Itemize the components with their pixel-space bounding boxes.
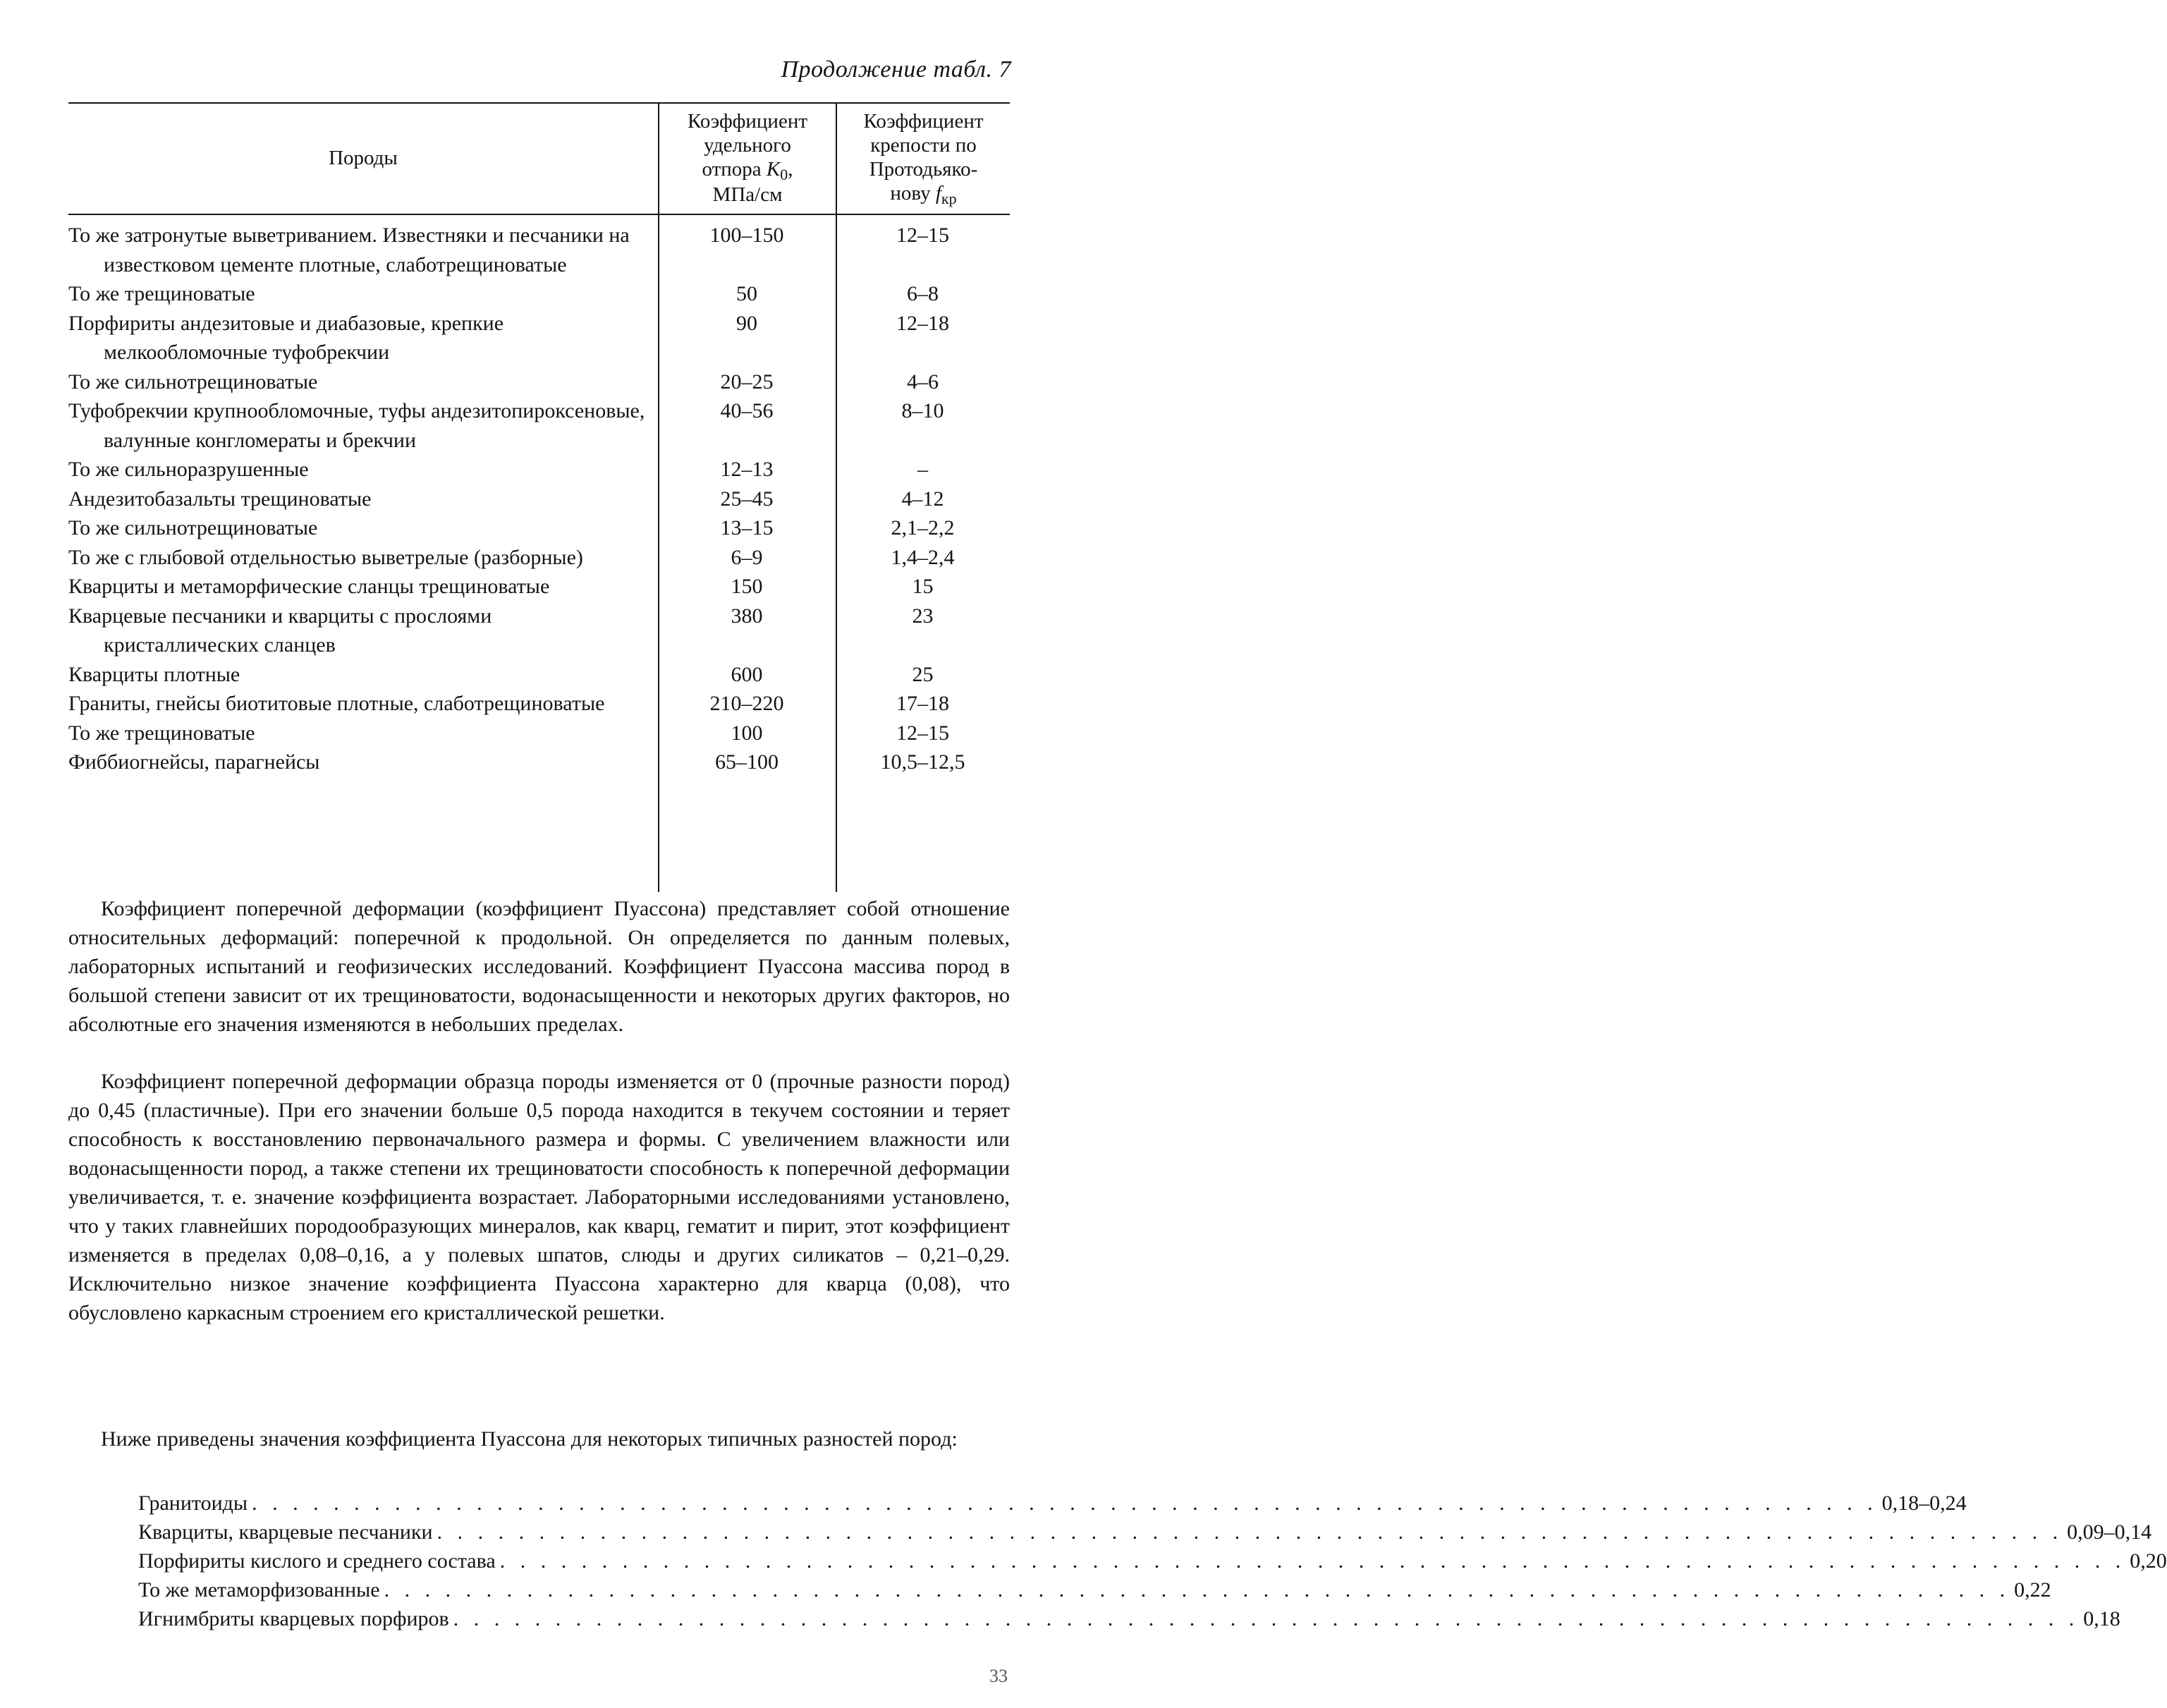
- rock-name: Кварциты, кварцевые песчаники: [138, 1520, 433, 1544]
- k0-cell: 380: [731, 604, 763, 628]
- fkr-cell: 2,1–2,2: [891, 516, 955, 539]
- paragraph: Ниже приведены значения коэффициента Пуассона для некоторых типичных разностей пород:: [101, 1427, 958, 1451]
- fkr-cell: 6–8: [907, 282, 939, 305]
- list-item: [138, 1547, 2167, 1575]
- table-header-rule: [68, 214, 1010, 215]
- header-k0: Коэффициент удельного отпора $K_0$, МПа/см: [687, 110, 808, 206]
- rock-cell: То же сильнотрещиноватые: [68, 370, 318, 394]
- table-row: [68, 543, 1010, 573]
- fkr-cell: 8–10: [901, 399, 944, 422]
- poisson-value: 0,22: [2014, 1578, 2051, 1602]
- fkr-cell: 1,4–2,4: [891, 545, 955, 569]
- table-row: [68, 719, 1010, 748]
- poisson-value: 0,20: [2130, 1549, 2167, 1573]
- k0-cell: 6–9: [731, 545, 763, 569]
- k0-cell: 20–25: [720, 370, 774, 394]
- poisson-value: 0,18: [2083, 1607, 2120, 1630]
- rock-cell: Кварциты и метаморфические сланцы трещиноватые: [68, 575, 550, 598]
- k0-cell: 25–45: [720, 487, 774, 511]
- rock-cell: То же сильноразрушенные: [68, 458, 309, 481]
- k0-cell: 13–15: [720, 516, 774, 539]
- table-row: [68, 513, 1010, 543]
- page-number: 33: [989, 1666, 1008, 1686]
- rock-cell: Кварциты плотные: [68, 662, 240, 686]
- fkr-cell: 10,5–12,5: [880, 750, 965, 774]
- list-item: [138, 1575, 2051, 1604]
- header-rocks: Породы: [329, 147, 398, 169]
- table-row: [68, 660, 1010, 690]
- k0-cell: 12–13: [720, 458, 774, 481]
- table-row: [68, 602, 1010, 660]
- dot-leader: . . . . . . . . . . . . . . . . . . . . . . . . . . . . . . . . . . . . . . . . . . . . . . . . . . . . . . . . . . . . . . . . . . . . . . . . . . . . . . . .: [499, 1549, 2126, 1573]
- table-row: [68, 455, 1010, 484]
- list-item: [138, 1518, 2152, 1547]
- table-row: [68, 367, 1010, 397]
- k0-cell: 40–56: [720, 399, 774, 422]
- table-row: [68, 572, 1010, 602]
- rock-cell: То же трещиноватые: [68, 282, 255, 305]
- table-row: [68, 484, 1010, 514]
- list-item: [138, 1489, 1967, 1518]
- rock-name: Порфириты кислого и среднего состава: [138, 1549, 496, 1573]
- paragraph: Коэффициент поперечной деформации образца породы изменяется от 0 (прочные разности пород) до 0,45 (пластичные). При его значении больше 0,5 порода находится в текучем состоянии и теряет способность к восстановлению первоначального размера и формы. С увеличением влажности или водонасыщенности пород, а также степени их трещиноватости способность к поперечной деформации увеличивается, т. е. значение коэффициента возрастает. Лабораторными исследованиями установлено, что у таких главнейших породообразующих минералов, как кварц, гематит и пирит, этот коэффициент изменяется в пределах 0,08–0,16, а у полевых шпатов, слюды и других силикатов – 0,21–0,29. Исключительно низкое значение коэффициента Пуассона характерно для кварца (0,08), что обусловлено каркасным строением его кристаллической решетки.: [68, 1070, 1010, 1324]
- rock-cell: Кварцевые песчаники и кварциты с прослоями кристаллических сланцев: [68, 604, 492, 657]
- dot-leader: . . . . . . . . . . . . . . . . . . . . . . . . . . . . . . . . . . . . . . . . . . . . . . . . . . . . . . . . . . . . . . . . . . . . . . . . . . . . . . . .: [437, 1520, 2063, 1544]
- rock-cell: Порфириты андезитовые и диабазовые, крепкие мелкообломочные туфобрекчии: [68, 311, 504, 364]
- fkr-cell: 15: [912, 575, 934, 598]
- k0-cell: 150: [731, 575, 763, 598]
- table-row: [68, 748, 1010, 777]
- dot-leader: . . . . . . . . . . . . . . . . . . . . . . . . . . . . . . . . . . . . . . . . . . . . . . . . . . . . . . . . . . . . . . . . . . . . . . . . . . . . . . . .: [453, 1607, 2080, 1630]
- rock-cell: Андезитобазальты трещиноватые: [68, 487, 372, 511]
- table-row: [68, 396, 1010, 455]
- header-fkr: Коэффициент крепости по Протодьяко- нову $f_{кр}$: [863, 110, 984, 207]
- table-row: [68, 221, 1010, 279]
- fkr-cell: –: [917, 458, 928, 481]
- k0-cell: 600: [731, 662, 763, 686]
- dot-leader: . . . . . . . . . . . . . . . . . . . . . . . . . . . . . . . . . . . . . . . . . . . . . . . . . . . . . . . . . . . . . . . . . . . . . . . . . . . . . . . .: [252, 1492, 1878, 1515]
- table-row: [68, 309, 1010, 367]
- fkr-cell: 12–18: [896, 311, 949, 335]
- fkr-cell: 4–6: [907, 370, 939, 394]
- fkr-cell: 12–15: [896, 721, 949, 745]
- k0-cell: 50: [736, 282, 757, 305]
- poisson-value: 0,09–0,14: [2067, 1520, 2152, 1544]
- rock-name: Игнимбриты кварцевых порфиров: [138, 1607, 449, 1630]
- rock-cell: То же сильнотрещиноватые: [68, 516, 318, 539]
- k0-cell: 210–220: [709, 692, 784, 715]
- table-continuation-caption: Продолжение табл. 7: [781, 56, 1011, 83]
- poisson-ratio-list: [138, 1489, 2167, 1633]
- table-body: [68, 221, 1010, 777]
- rock-cell: То же затронутые выветриванием. Известняки и песчаники на известковом цементе плотные, слаботрещиноватые: [68, 224, 630, 276]
- rock-cell: То же трещиноватые: [68, 721, 255, 745]
- poisson-value: 0,18–0,24: [1881, 1492, 1967, 1515]
- paragraph: Коэффициент поперечной деформации (коэффициент Пуассона) представляет собой отношение относительных деформаций: поперечной к продольной. Он определяется по данным полевых, лабораторных испытаний и геофизических исследований. Коэффициент Пуассона массива пород в большой степени зависит от их трещиноватости, водонасыщенности и некоторых других факторов, но абсолютные его значения изменяются в небольших пределах.: [68, 897, 1010, 1036]
- dot-leader: . . . . . . . . . . . . . . . . . . . . . . . . . . . . . . . . . . . . . . . . . . . . . . . . . . . . . . . . . . . . . . . . . . . . . . . . . . . . . . . .: [384, 1578, 2010, 1602]
- table-row: [68, 689, 1010, 719]
- rock-cell: Граниты, гнейсы биотитовые плотные, слаботрещиноватые: [68, 692, 605, 715]
- table-row: [68, 279, 1010, 309]
- k0-cell: 65–100: [715, 750, 779, 774]
- rock-name: То же метаморфизованные: [138, 1578, 380, 1602]
- fkr-cell: 23: [912, 604, 934, 628]
- rock-cell: Фиббиогнейсы, парагнейсы: [68, 750, 320, 774]
- k0-cell: 100–150: [709, 224, 784, 247]
- fkr-cell: 4–12: [901, 487, 944, 511]
- k0-cell: 100: [731, 721, 763, 745]
- rock-name: Гранитоиды: [138, 1492, 248, 1515]
- fkr-cell: 25: [912, 662, 934, 686]
- fkr-cell: 17–18: [896, 692, 949, 715]
- rock-cell: То же с глыбовой отдельностью выветрелые (разборные): [68, 545, 583, 569]
- fkr-cell: 12–15: [896, 224, 949, 247]
- list-item: [138, 1604, 2120, 1633]
- k0-cell: 90: [736, 311, 757, 335]
- rock-cell: Туфобрекчии крупнообломочные, туфы андезитопироксеновые, валунные конгломераты и брекчии: [68, 399, 645, 452]
